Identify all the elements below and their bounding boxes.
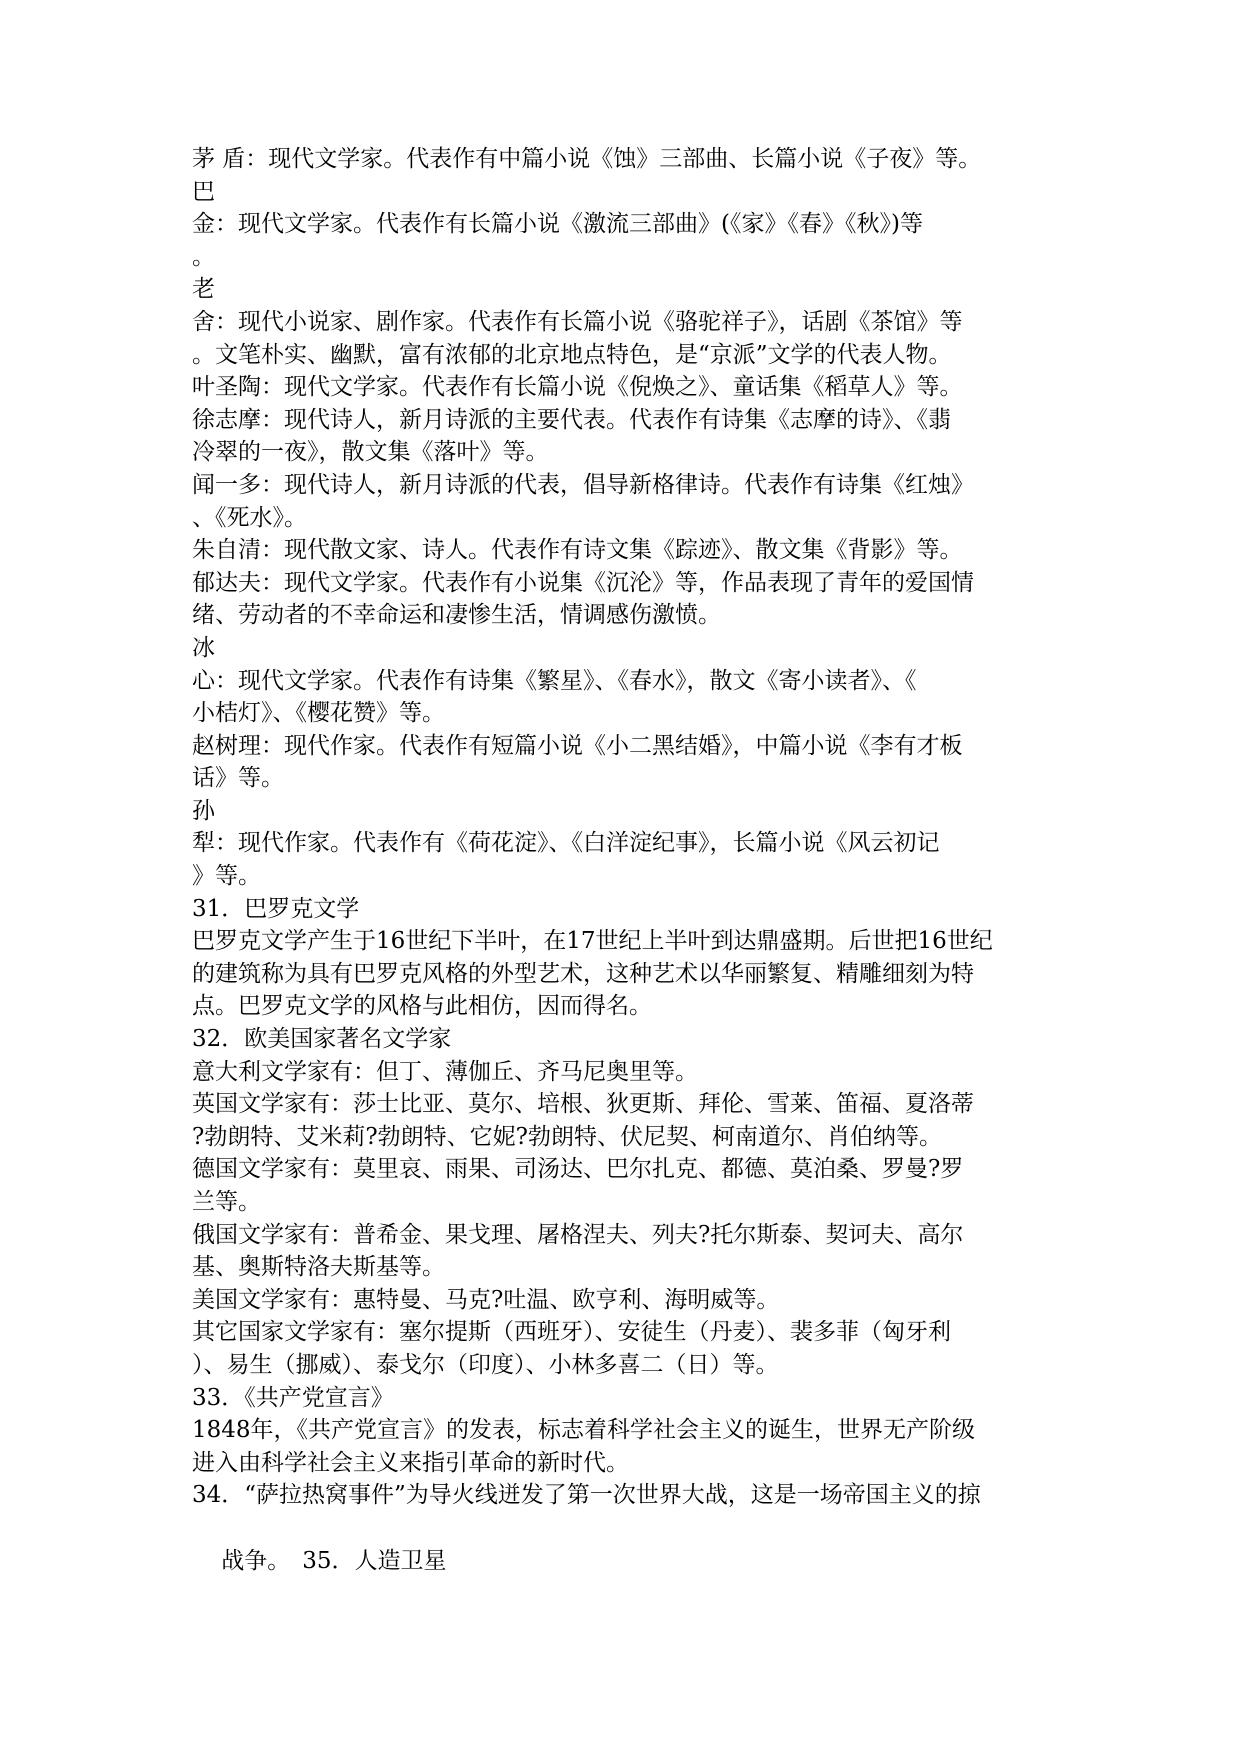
text-line: 茅 盾：现代文学家。代表作有中篇小说《蚀》三部曲、长篇小说《子夜》等。	[192, 146, 982, 172]
text-line: 巴罗克文学产生于16世纪下半叶，在17世纪上半叶到达鼎盛期。后世把16世纪	[192, 928, 993, 955]
text-line: 》等。	[192, 863, 261, 890]
text-line: 1848年，《共产党宣言》的发表，标志着科学社会主义的诞生，世界无产阶级	[192, 1417, 976, 1444]
text-line: 话》等。	[192, 765, 284, 792]
text-line: 点。巴罗克文学的风格与此相仿，因而得名。	[192, 993, 652, 1020]
text-line-with-heading	[192, 1512, 1052, 1574]
text-line: 基、奥斯特洛夫斯基等。	[192, 1254, 445, 1281]
text-line: 、《死水》。	[192, 504, 307, 531]
text-line: 绪、劳动者的不幸命运和凄惨生活，情调感伤激愤。	[192, 602, 721, 629]
text-line: 冷翠的一夜》，散文集《落叶》等。	[192, 439, 549, 466]
document-body	[192, 143, 1052, 1574]
text-line: 其它国家文学家有：塞尔提斯（西班牙）、安徒生（丹麦）、裴多菲（匈牙利	[192, 1319, 951, 1346]
text-line: 徐志摩：现代诗人，新月诗派的主要代表。代表作有诗集《志摩的诗》、《翡	[192, 406, 951, 433]
text-line: 舍：现代小说家、剧作家。代表作有长篇小说《骆驼祥子》，话剧《茶馆》等	[192, 308, 963, 335]
text-line: 赵树理：现代作家。代表作有短篇小说《小二黑结婚》，中篇小说《李有才板	[192, 732, 963, 759]
text-line: 金：现代文学家。代表作有长篇小说《激流三部曲》(《家》《春》《秋》)等	[192, 211, 923, 238]
text-line: 老	[192, 276, 215, 303]
text-line: 34．“萨拉热窝事件”为导火线迸发了第一次世界大战，这是一场帝国主义的掠	[192, 1482, 981, 1509]
text-line: 美国文学家有：惠特曼、马克?吐温、欧亨利、海明威等。	[192, 1286, 780, 1313]
text-line: ）、易生（挪威）、泰戈尔（印度）、小林多喜二（日）等。	[192, 1351, 779, 1378]
text-line: 英国文学家有：莎士比亚、莫尔、培根、狄更斯、拜伦、雪莱、笛福、夏洛蒂	[192, 1091, 974, 1118]
text-line: 俄国文学家有：普希金、果戈理、屠格涅夫、列夫?托尔斯泰、契诃夫、高尔	[192, 1221, 964, 1248]
text-line: 德国文学家有：莫里哀、雨果、司汤达、巴尔扎克、都德、莫泊桑、罗曼?罗	[192, 1156, 964, 1183]
text-line: 孙	[192, 797, 215, 824]
text-line: 朱自清：现代散文家、诗人。代表作有诗文集《踪迹》、散文集《背影》等。	[192, 537, 963, 564]
text-line: 叶圣陶：现代文学家。代表作有长篇小说《倪焕之》、童话集《稻草人》等。	[192, 374, 963, 401]
text-line: 巴	[192, 178, 215, 205]
section-heading: 32．欧美国家著名文学家	[192, 1026, 452, 1053]
text-line: 的建筑称为具有巴罗克风格的外型艺术，这种艺术以华丽繁复、精雕细刻为特	[192, 960, 974, 987]
text-line: 犁：现代作家。代表作有《荷花淀》、《白洋淀纪事》，长篇小说《风云初记	[192, 830, 940, 857]
text-line: 心：现代文学家。代表作有诗集《繁星》、《春水》，散文《寄小读者》、《	[192, 667, 917, 694]
text-line: 兰等。	[192, 1189, 261, 1215]
text-line: 冰	[192, 634, 215, 661]
text-line: 。	[192, 243, 215, 270]
text-line: 意大利文学家有：但丁、薄伽丘、齐马尼奥里等。	[192, 1058, 698, 1085]
text-line: 进入由科学社会主义来指引革命的新时代。	[192, 1449, 629, 1476]
section-heading: 33．《共产党宣言》	[192, 1384, 394, 1411]
text-line: 。文笔朴实、幽默，富有浓郁的北京地点特色，是“京派”文学的代表人物。	[192, 341, 952, 368]
text-line: ?勃朗特、艾米莉?勃朗特、它妮?勃朗特、伏尼契、柯南道尔、肖伯纳等。	[192, 1123, 942, 1150]
text-line: 郁达夫：现代文学家。代表作有小说集《沉沦》等，作品表现了青年的爱国情	[192, 569, 974, 596]
text-line: 闻一多：现代诗人，新月诗派的代表，倡导新格律诗。代表作有诗集《红烛》	[192, 471, 974, 498]
section-heading: 31．巴罗克文学	[192, 895, 360, 922]
section-heading: 35．人造卫星	[302, 1547, 447, 1574]
text-line: 战争。	[221, 1547, 291, 1574]
text-line: 小桔灯》、《樱花赞》等。	[192, 700, 445, 727]
